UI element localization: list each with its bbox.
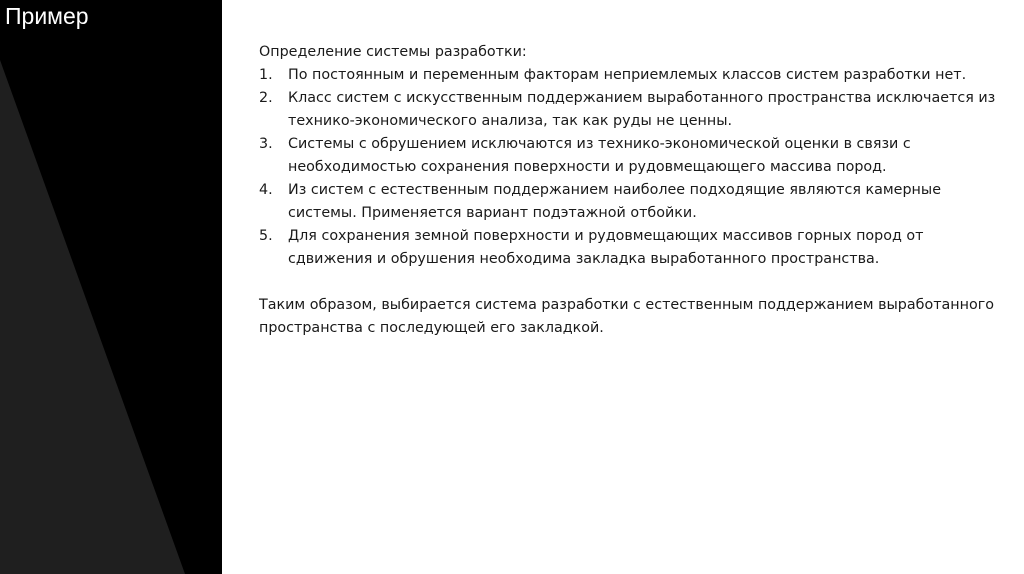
list-item-text: Из систем с естественным поддержанием наиболее подходящие являются камерные системы. Применяется вариант подэтажной отбойки.	[288, 182, 941, 221]
list-item	[259, 179, 999, 225]
list-item-text: По постоянным и переменным факторам неприемлемых классов систем разработки нет.	[288, 67, 967, 83]
list-item-number: 3.	[259, 136, 273, 152]
slide-content	[259, 41, 999, 340]
list-item-text: Системы с обрушением исключаются из технико-экономической оценки в связи с необходимостью сохранения поверхности и рудовмещающего массива пород.	[288, 136, 911, 175]
list-item-text: Для сохранения земной поверхности и рудовмещающих массивов горных пород от сдвижения и обрушения необходима закладка выработанного пространства.	[288, 228, 924, 267]
list-item-number: 5.	[259, 228, 273, 244]
list-item	[259, 133, 999, 179]
slide-title: Пример	[5, 3, 89, 29]
list-item-number: 2.	[259, 90, 273, 106]
sidebar-decoration	[0, 0, 222, 574]
numbered-list	[259, 64, 999, 271]
list-item	[259, 225, 999, 271]
conclusion-paragraph: Таким образом, выбирается система разработки с естественным поддержанием выработанного пространства с последующей его закладкой.	[259, 297, 994, 336]
list-item-text: Класс систем с искусственным поддержанием выработанного пространства исключается из технико-экономического анализа, так как руды не ценны.	[288, 90, 996, 129]
list-item	[259, 87, 999, 133]
sidebar-accent-triangle	[0, 60, 185, 574]
list-item-number: 4.	[259, 182, 273, 198]
list-item-number: 1.	[259, 67, 273, 83]
title-sidebar	[0, 0, 222, 574]
intro-line: Определение системы разработки:	[259, 44, 527, 60]
list-item	[259, 64, 999, 87]
